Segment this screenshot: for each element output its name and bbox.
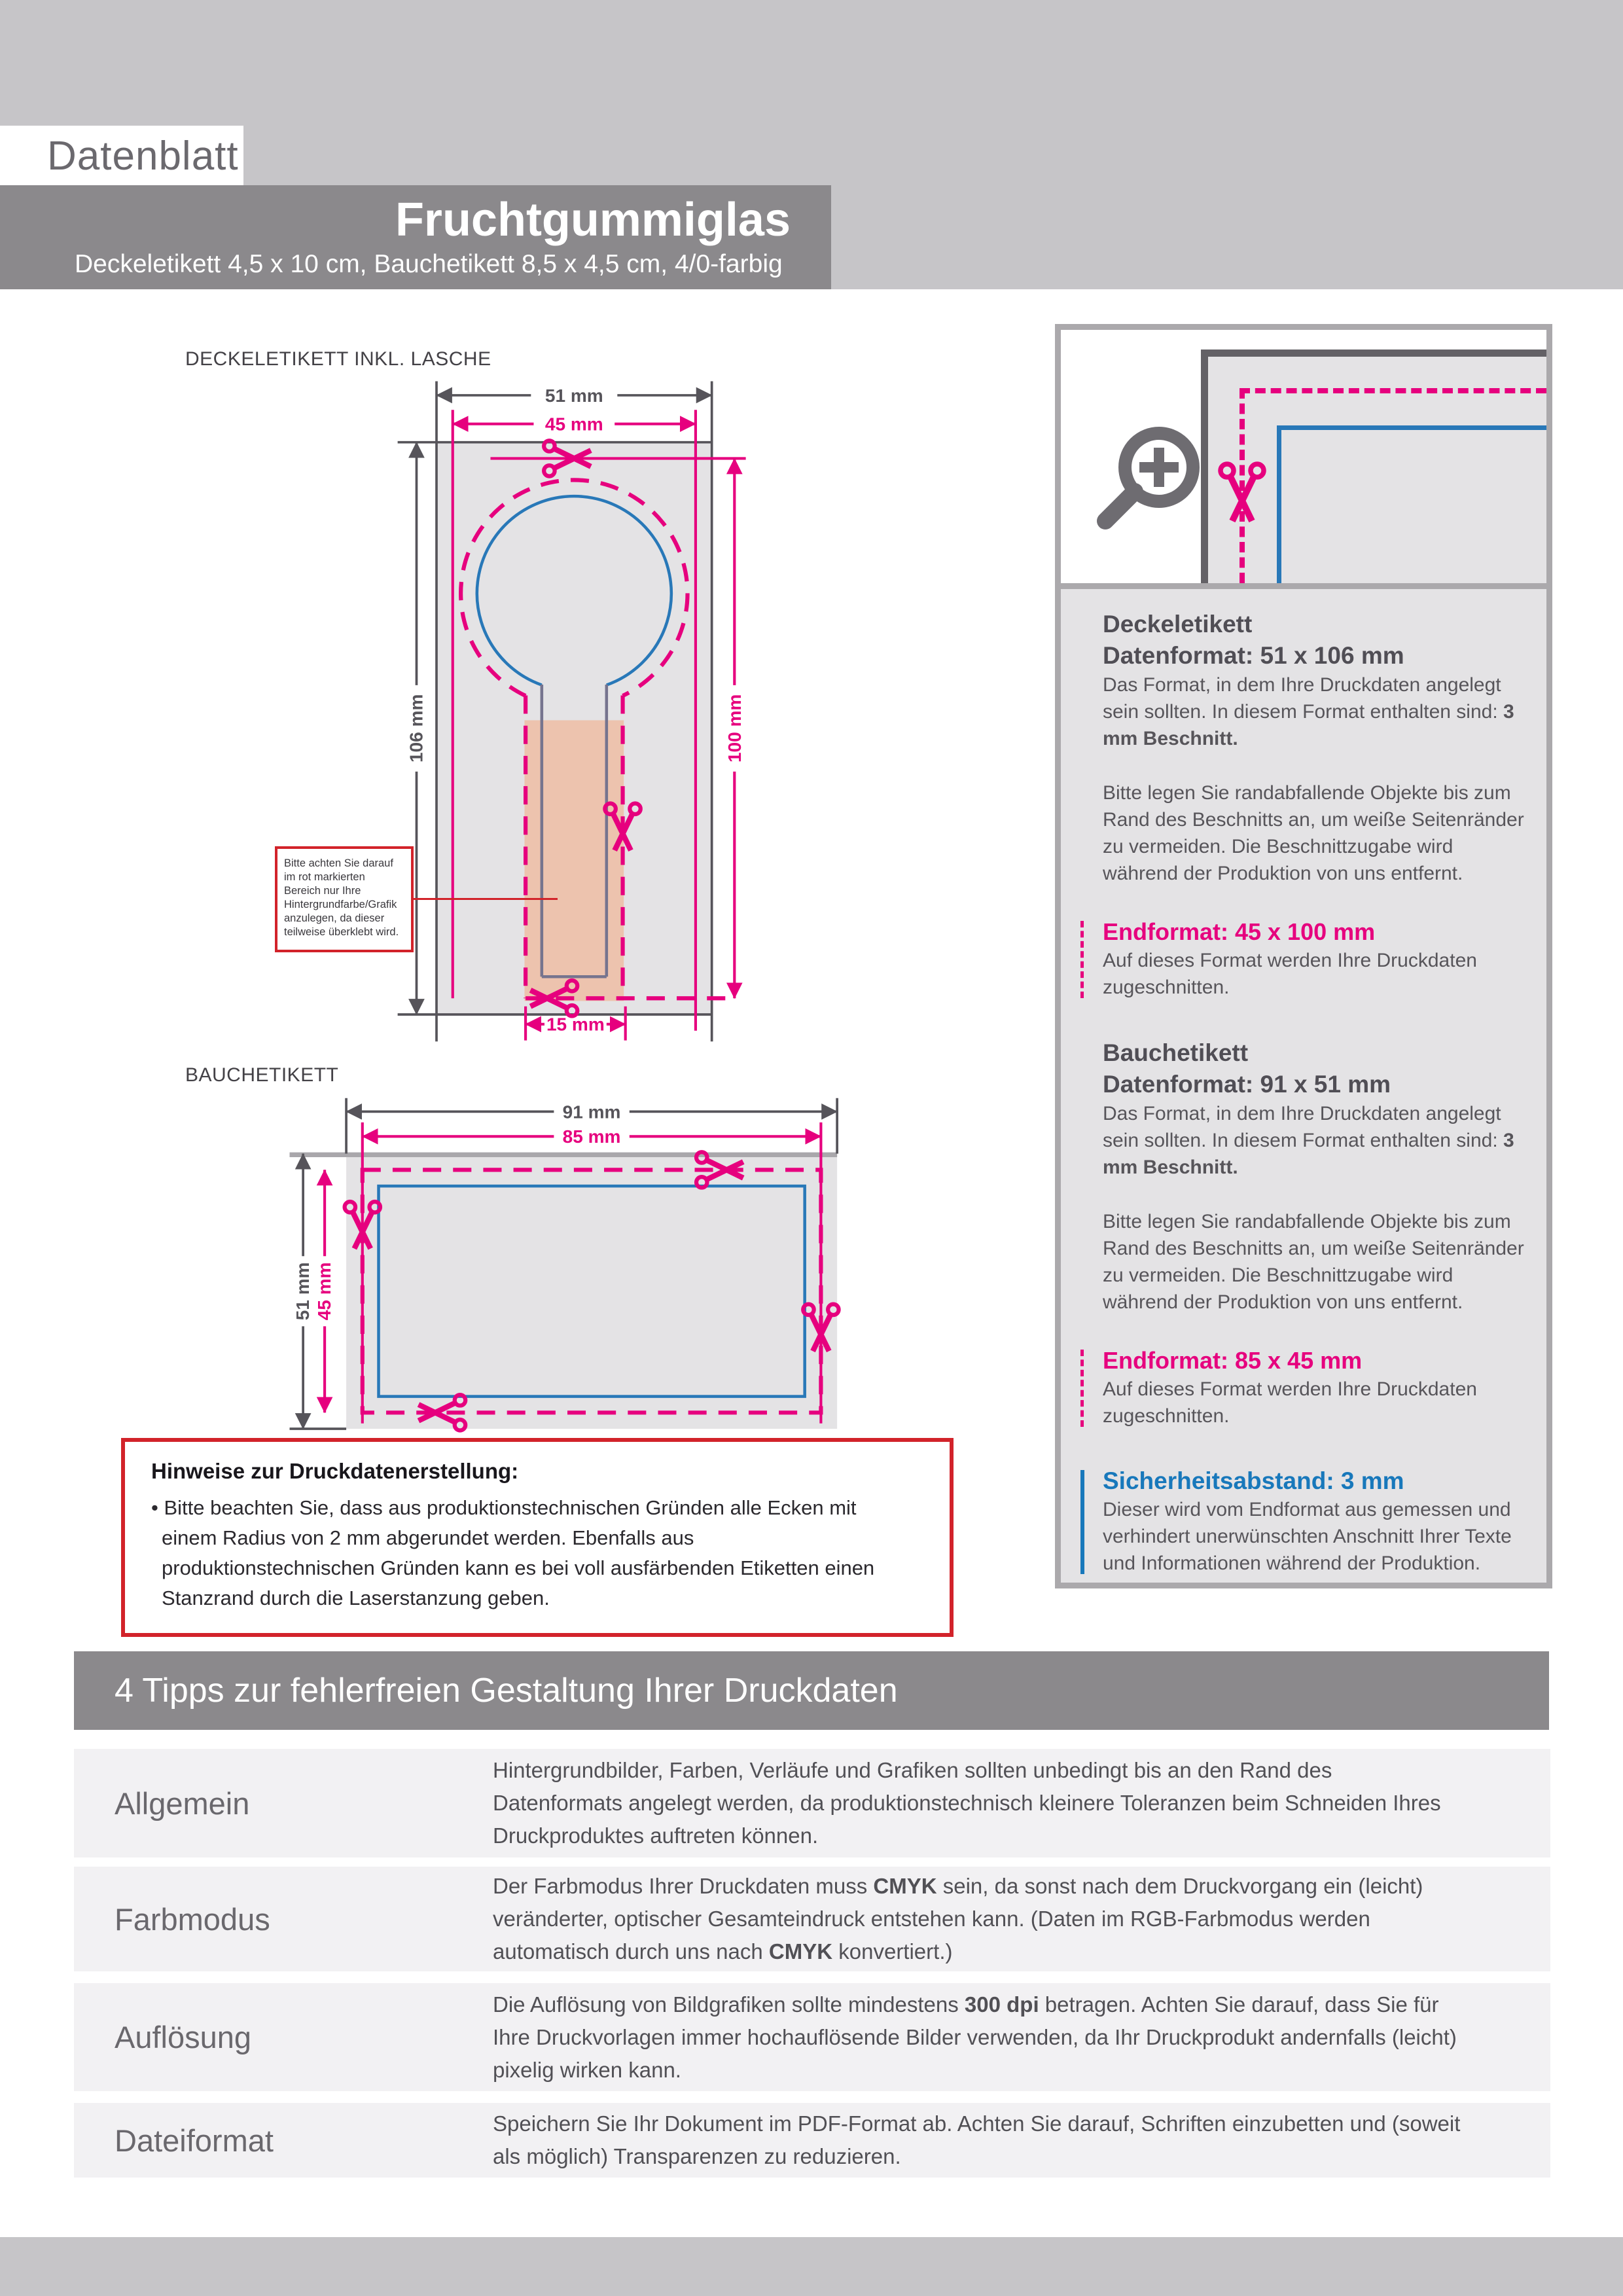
bauch-datenformat-area	[346, 1154, 837, 1429]
tips-banner	[74, 1651, 1549, 1730]
safety-line	[1277, 425, 1546, 430]
hinweise-title: Hinweise zur Druckdatenerstellung:	[151, 1459, 519, 1483]
section-body: Das Format, in dem Ihre Druckdaten angelegt sein sollten. In diesem Format enthalten sind: 3 mm Beschnitt.	[1103, 1103, 1514, 1178]
deckel-overlap-zone	[524, 720, 624, 1001]
svg-text:100 mm: 100 mm	[724, 694, 745, 763]
safety-body: Dieser wird vom Endformat aus gemessen und verhindert unerwünschten Anschnitt Ihrer Texte und Informationen während der Produktion.	[1103, 1499, 1512, 1574]
safety-block	[1103, 1466, 1520, 1577]
tip-label: Farbmodus	[115, 1901, 270, 1937]
svg-text:91 mm: 91 mm	[562, 1102, 621, 1122]
tip-row-dateiformat	[74, 2103, 1550, 2178]
endformat-dashed-line	[1240, 388, 1546, 393]
bauchetikett-diagram	[281, 1094, 853, 1450]
endformat-heading: Endformat: 85 x 45 mm	[1103, 1347, 1363, 1374]
tip-label: Allgemein	[115, 1785, 250, 1821]
hinweise-box	[121, 1438, 954, 1637]
svg-text:45 mm: 45 mm	[544, 414, 603, 435]
datenblatt-title: Datenblatt	[47, 134, 239, 179]
svg-text:45 mm: 45 mm	[314, 1262, 335, 1321]
svg-text:106 mm: 106 mm	[406, 694, 427, 763]
bauch-dim-45	[314, 1170, 334, 1412]
corner-detail-graphic	[1201, 350, 1546, 583]
section-body: Das Format, in dem Ihre Druckdaten angelegt sein sollten. In diesem Format enthalten sind: 3 mm Beschnitt.	[1103, 674, 1514, 749]
endformat-heading: Endformat: 45 x 100 mm	[1103, 918, 1376, 945]
tip-text: Speichern Sie Ihr Dokument im PDF-Format ab. Achten Sie darauf, Schriften einzubetten und (soweit als möglich) Transparenzen zu reduzieren.	[493, 2111, 1461, 2168]
safety-heading: Sicherheitsabstand: 3 mm	[1103, 1467, 1404, 1494]
tip-row-farbmodus	[74, 1867, 1550, 1971]
bauch-dim-51	[293, 1154, 313, 1429]
deckel-dim-51	[437, 386, 712, 406]
section-body: Bitte legen Sie randabfallende Objekte bis zum Rand des Beschnitts an, um weiße Seitenränder zu vermeiden. Die Beschnittzugabe wird während der Produktion von uns entfernt.	[1103, 782, 1524, 884]
tips-banner-text: 4 Tipps zur fehlerfreien Gestaltung Ihrer Druckdaten	[115, 1672, 898, 1710]
tip-label: Dateiformat	[115, 2123, 274, 2158]
zoom-illustration	[1061, 330, 1546, 589]
tip-text: Die Auflösung von Bildgrafiken sollte mindestens 300 dpi betragen. Achten Sie darauf, dass Sie für Ihre Druckvorlagen immer hochauflösende Bilder verwenden, da Ihr Druckprodukt andernfalls (leicht) pixelig wirken kann.	[493, 1992, 1457, 2082]
product-title: Fruchtgummiglas	[395, 193, 791, 246]
tip-text: Der Farbmodus Ihrer Druckdaten muss CMYK sein, da sonst nach dem Druckvorgang ein (leicht) veränderter, optischer Gesamteindruck entstehen kann. (Daten im RGB-Farbmodus werden automatisch durch uns nach CMYK konvertiert.)	[493, 1874, 1423, 1964]
info-panel-body	[1061, 589, 1546, 1577]
svg-text:15 mm: 15 mm	[546, 1014, 605, 1035]
tip-text: Hintergrundbilder, Farben, Verläufe und Grafiken sollten unbedingt bis an den Rand des Datenformats angelegt werden, da produktionstechnisch kleinere Toleranzen beim Schneiden Ihres Druckproduktes auftreten können.	[493, 1758, 1441, 1848]
section-heading: Deckeletikett Datenformat: 51 x 106 mm	[1103, 611, 1404, 669]
bottom-band	[0, 2237, 1623, 2296]
tip-label: Auflösung	[115, 2020, 252, 2054]
product-banner	[0, 185, 831, 289]
overlap-annotation: Bitte achten Sie darauf im rot markierten Bereich nur Ihre Hintergrundfarbe/Grafik anzulegen, da dieser teilweise überklebt wird.	[275, 846, 414, 952]
section-body: Bitte legen Sie randabfallende Objekte bis zum Rand des Beschnitts an, um weiße Seitenränder zu vermeiden. Die Beschnittzugabe wird während der Produktion von uns entfernt.	[1103, 1211, 1524, 1313]
tip-row-aufloesung	[74, 1983, 1550, 2091]
info-panel	[1055, 324, 1552, 1588]
bauchetikett-drawing-label: BAUCHETIKETT	[185, 1064, 339, 1086]
scissors-icon	[1190, 445, 1294, 550]
deckeletikett-diagram	[347, 380, 800, 1119]
datenblatt-box	[0, 126, 243, 187]
section-heading: Bauchetikett Datenformat: 91 x 51 mm	[1103, 1039, 1391, 1098]
svg-text:51 mm: 51 mm	[544, 385, 603, 406]
annotation-pointer-line	[412, 898, 558, 900]
deckeletikett-drawing-label: DECKELETIKETT INKL. LASCHE	[185, 348, 491, 370]
product-subtitle: Deckeletikett 4,5 x 10 cm, Bauchetikett 8,5 x 4,5 cm, 4/0-farbig	[75, 249, 783, 278]
hinweise-bullet: • Bitte beachten Sie, dass aus produktionstechnischen Gründen alle Ecken mit einem Radius von 2 mm abgerundet werden. Ebenfalls aus produktionstechnischen Gründen kann es bei voll ausfärbenden Etiketten einen Stanzrand durch die Laserstanzung geben.	[151, 1496, 875, 1609]
endformat-block	[1103, 917, 1520, 1001]
svg-text:51 mm: 51 mm	[293, 1262, 313, 1321]
endformat-body: Auf dieses Format werden Ihre Druckdaten zugeschnitten.	[1103, 950, 1477, 998]
svg-text:85 mm: 85 mm	[562, 1126, 621, 1147]
endformat-body: Auf dieses Format werden Ihre Druckdaten zugeschnitten.	[1103, 1378, 1477, 1427]
endformat-block	[1103, 1346, 1520, 1429]
deckel-dim-45	[453, 414, 696, 435]
deckel-dim-100	[724, 458, 745, 998]
tip-row-allgemein	[74, 1749, 1550, 1857]
